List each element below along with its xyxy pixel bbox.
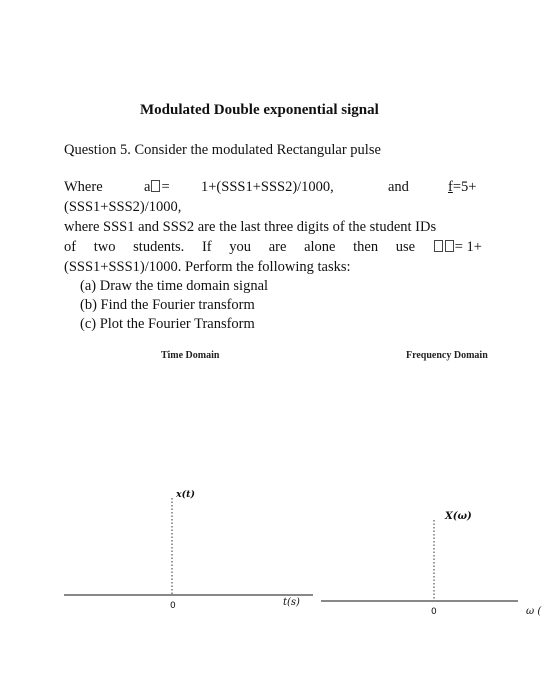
a-label: a [144, 179, 151, 195]
question-heading: Question 5. Consider the modulated Rectangular pulse [64, 142, 381, 158]
f-equals: =5+ [452, 179, 477, 195]
word: If [201, 239, 212, 255]
time-domain-heading: Time Domain [161, 350, 220, 361]
frequency-domain-heading: Frequency Domain [406, 350, 488, 361]
body-line-2: (SSS1+SSS2)/1000, [64, 199, 182, 215]
word: two [93, 239, 116, 255]
task-a: (a) Draw the time domain signal [80, 278, 269, 294]
body-line-5: (SSS1+SSS1)/1000. Perform the following tasks: [64, 259, 351, 275]
task-c: (c) Plot the Fourier Transform [80, 316, 255, 332]
time-y-label: x(t) [176, 489, 196, 500]
word: students. [133, 239, 185, 255]
freq-origin-label: 0 [431, 607, 437, 617]
time-x-label: t(s) [283, 597, 300, 608]
use-tail: = 1+ [454, 239, 482, 255]
where-label: Where [64, 179, 103, 195]
word: alone [304, 239, 336, 255]
word: then [353, 239, 379, 255]
a-equals: = [161, 179, 170, 195]
a-expression: 1+(SSS1+SSS2)/1000, [201, 179, 334, 195]
freq-x-label: ω ( [526, 606, 542, 617]
task-b: (b) Find the Fourier transform [80, 297, 255, 313]
freq-y-label: X(ω) [445, 511, 472, 522]
body-line-3: where SSS1 and SSS2 are the last three digits of the student IDs [64, 219, 437, 235]
f-label: f [448, 179, 453, 195]
word: use [395, 239, 416, 255]
and-label: and [388, 179, 409, 195]
time-origin-label: 0 [170, 601, 176, 611]
page-title: Modulated Double exponential signal [140, 102, 379, 118]
word: you [229, 239, 252, 255]
word: are [268, 239, 287, 255]
word: of [64, 239, 77, 255]
